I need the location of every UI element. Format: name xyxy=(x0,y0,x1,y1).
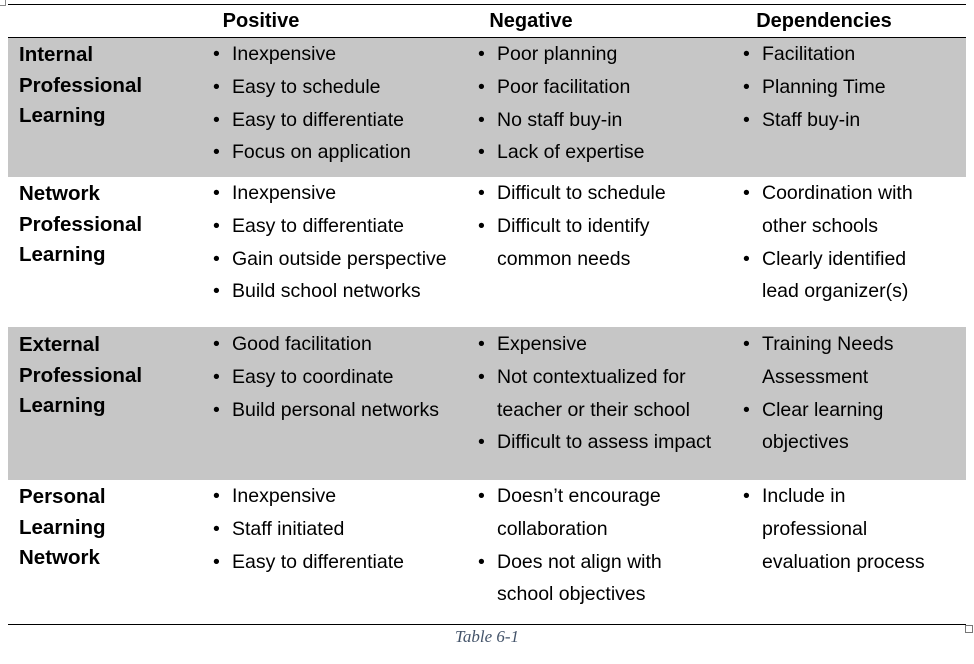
list-item: • No staff buy-in xyxy=(475,104,644,137)
list-item: • Build school networks xyxy=(210,275,447,308)
dependencies-list xyxy=(740,38,886,136)
negative-list xyxy=(475,38,644,169)
list-item: • Poor facilitation xyxy=(475,71,644,104)
list-item: • Facilitation xyxy=(740,38,886,71)
list-item: • Inexpensive xyxy=(210,480,404,513)
negative-list xyxy=(475,177,666,275)
list-item: • Doesn’t encourage collaboration xyxy=(475,480,662,546)
row-label: Personal Learning Network xyxy=(19,485,106,569)
positive-list xyxy=(210,480,404,578)
list-item: • Coordination with other schools xyxy=(740,177,913,243)
list-item: • Training Needs Assessment xyxy=(740,328,894,394)
row-label: External Professional Learning xyxy=(19,333,143,417)
list-item: • Expensive xyxy=(475,328,711,361)
list-item: • Difficult to identify common needs xyxy=(475,210,666,276)
resize-handle[interactable] xyxy=(965,625,973,633)
list-item: • Focus on application xyxy=(210,136,411,169)
table-top-rule xyxy=(8,4,966,5)
row-label: Internal Professional Learning xyxy=(19,43,143,127)
page-corner-mark xyxy=(0,0,6,6)
list-item: • Build personal networks xyxy=(210,394,439,427)
dependencies-list xyxy=(740,480,925,578)
list-item: • Inexpensive xyxy=(210,38,411,71)
list-item: • Staff initiated xyxy=(210,513,404,546)
table-caption: Table 6-1 xyxy=(454,627,520,646)
list-item: • Not contextualized for teacher or their school xyxy=(475,361,711,427)
dependencies-list xyxy=(740,177,913,308)
row-label: Network Professional Learning xyxy=(19,182,143,266)
list-item: • Gain outside perspective xyxy=(210,243,447,276)
list-item: • Easy to differentiate xyxy=(210,104,411,137)
list-item: • Easy to differentiate xyxy=(210,210,447,243)
list-item: • Easy to coordinate xyxy=(210,361,439,394)
header-positive: Positive xyxy=(222,10,300,32)
list-item: • Lack of expertise xyxy=(475,136,644,169)
list-item: • Clear learning objectives xyxy=(740,394,894,460)
list-item: • Include in professional evaluation process xyxy=(740,480,925,578)
header-dependencies: Dependencies xyxy=(756,10,892,32)
positive-list xyxy=(210,328,439,426)
negative-list xyxy=(475,480,662,611)
negative-list xyxy=(475,328,711,459)
positive-list xyxy=(210,177,447,308)
list-item: • Difficult to assess impact xyxy=(475,426,711,459)
list-item: • Inexpensive xyxy=(210,177,447,210)
list-item: • Easy to schedule xyxy=(210,71,411,104)
list-item: • Planning Time xyxy=(740,71,886,104)
list-item: • Does not align with school objectives xyxy=(475,546,662,612)
table-bottom-rule xyxy=(8,624,966,625)
positive-list xyxy=(210,38,411,169)
list-item: • Difficult to schedule xyxy=(475,177,666,210)
header-negative: Negative xyxy=(489,10,573,32)
list-item: • Good facilitation xyxy=(210,328,439,361)
list-item: • Clearly identified lead organizer(s) xyxy=(740,243,913,309)
list-item: • Easy to differentiate xyxy=(210,546,404,579)
list-item: • Staff buy-in xyxy=(740,104,886,137)
dependencies-list xyxy=(740,328,894,459)
list-item: • Poor planning xyxy=(475,38,644,71)
